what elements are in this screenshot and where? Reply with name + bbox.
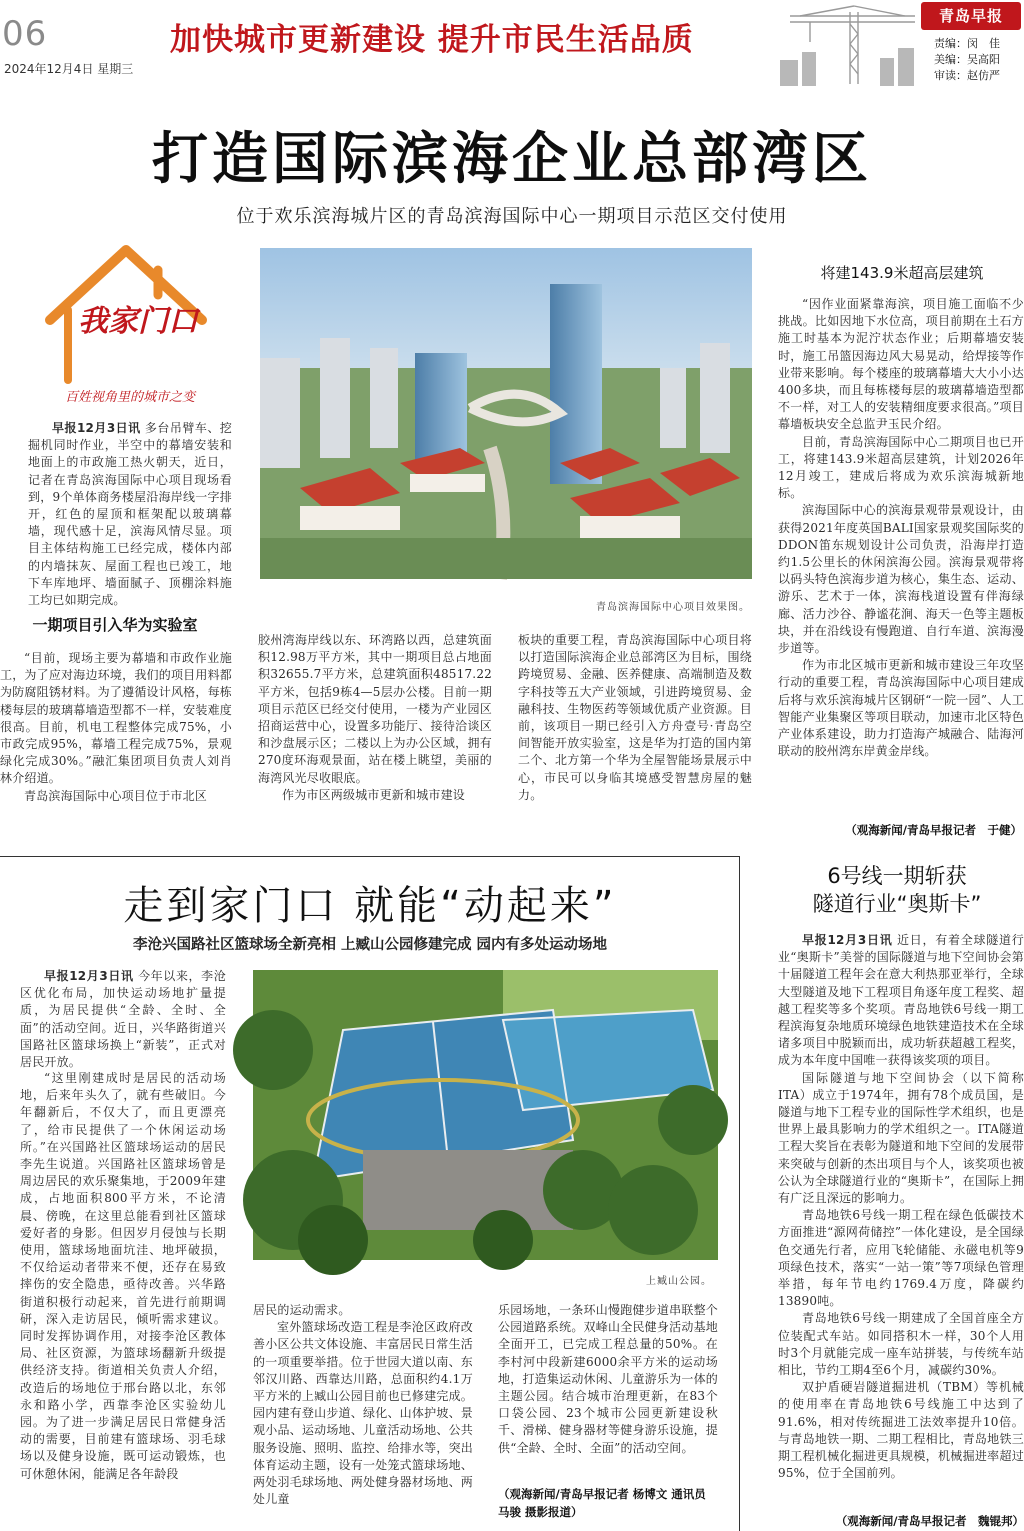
logo-text: 青岛早报 <box>938 7 1003 25</box>
story1-section1-title: 一期项目引入华为实验室 <box>32 616 198 634</box>
story3-headline <box>770 862 1024 918</box>
issue-date: 2024年12月4日 星期三 <box>4 62 134 76</box>
story1-section2-text4: 作为市北区城市更新和城市建设三年攻坚行动的重要工程，青岛滨海国际中心项目建成后将与欢乐滨海城片区钢研“一院一园”、人工智能产业集聚区等项目联动，加速市北区特色产业体系建设，助力打造海产城融合、陆海河联动的胶州湾东岸黄金岸线。 <box>778 658 1024 759</box>
story1-col2-body <box>258 632 492 847</box>
story1-right-body <box>778 296 1024 816</box>
story2-byline: （观海新闻/青岛早报记者 杨博文 通讯员 马骏 摄影报道） <box>498 1487 706 1519</box>
story1-col3-text: 板块的重要工程，青岛滨海国际中心项目将以打造国际滨海企业总部湾区为目标，围绕跨境贸易、金融、医养健康、高端制造及数字科技等五大产业领域，引进跨境贸易、金融科技、生物医药等领域优质产业资源。目前，该项目一期已经引入方舟壹号·青岛空间智能开放实验室，这是华为打造的国内第二个、北方第一个华为全屋智能场景展示中心，市民可以身临其境感受智慧房屋的魅力。 <box>518 633 752 802</box>
story1-col1-body <box>0 650 232 850</box>
story2-col2-text2: 室外篮球场改造工程是李沧区政府改善小区公共文体设施、丰富居民日常生活的一项重要举措。位于世园大道以南、东邻汉川路、西靠达川路，总面积约4.1万平方米的上臧山公园目前也已修建完成。园内建有登山步道、绿化、山体护坡、景观小品、运动场地、儿童活动场地、公共服务设施、照明、监控、给排水等，突出体育运动主题，设有一处笼式篮球场地、两处羽毛球场地、两处健身器材场地、两处儿童 <box>253 1320 473 1507</box>
story1-section2-text2: 目前，青岛滨海国际中心二期项目也已开工，将建143.9米超高层建筑，计划2026年12月竣工，建成后将成为欢乐滨海城新地标。 <box>778 434 1024 501</box>
column-logo-tagline: 百姓视角里的城市之变 <box>64 390 195 405</box>
story1-image-caption: 青岛滨海国际中心项目效果图。 <box>596 602 750 613</box>
column-logo <box>30 240 230 410</box>
story2-col1-top <box>20 968 226 1068</box>
story1-section2-title: 将建143.9米超高层建筑 <box>820 264 984 282</box>
story1-intro <box>28 420 233 608</box>
story2-lead: 早报12月3日讯 <box>44 969 134 983</box>
crane-icon <box>780 4 920 86</box>
story1-headline: 打造国际滨海企业总部湾区 <box>152 127 872 192</box>
story1-section2-text3: 滨海国际中心的滨海景观带景观设计，由获得2021年度英国BALI国家景观奖国际奖的DDON笛东规划设计公司负责，沿海岸打造约1.5公里长的休闲滨海公园。滨海景观带将以码头特色滨海步道为核心，集生态、运动、游乐、艺术于一体，滨海栈道设置有伴海绿廊、活力沙谷、静谧花涧、海天一色等主题板块，并在沿线设有慢跑道、自行车道、滨海漫步道等。 <box>778 503 1024 656</box>
story3-text4: 青岛地铁6号线一期建成了全国首座全方位装配式车站。如同搭积木一样，30个人用时3个月就能完成一座车站拼装，与传统车站相比，节约工期4至6个月，减碳约30%。 <box>778 1311 1024 1378</box>
story3-lead: 早报12月3日讯 <box>802 933 893 947</box>
story3-headline-line1: 6号线一期斩获 <box>827 864 967 888</box>
story1-section1-text: “目前，现场主要为幕墙和市政作业施工，为了应对海边环境，我们的项目用料都为防腐阻锈材料。为了遵循设计风格，每栋楼每层的玻璃幕墙造型都不一样，安装难度很高。目前，机电工程整体完成75%，小市政完成95%，幕墙工程完成75%，景观绿化完成30%。”融汇集团项目负责人刘肖林介绍道。 <box>0 651 232 786</box>
story3-body <box>778 932 1024 1510</box>
story2-col1-text2: “这里刚建成时是居民的活动场地，后来年头久了，就有些破旧。今年翻新后，不仅大了，而且更漂亮了，给市民提供了一个休闲运动场所。”在兴国路社区篮球场运动的居民李先生说道。兴国路社区篮球场曾是周边居民的欢乐聚集地，于2009年建成，占地面积800平方米，不论清晨、傍晚，在这里总能看到社区篮球爱好者的身影。但因岁月侵蚀与长期使用，篮球场地面坑洼、地坪破损，不仅给运动者带来不便，还存在易致摔伤的安全隐患，亟待改善。兴华路街道积极行动起来，首先进行前期调研，深入走访居民，倾听需求建议。同时发挥协调作用，对接李沧区教体局、社区资源，为篮球场翻新升级提供经济支持。街道相关负责人介绍，改造后的场地位于邢台路以北，东邻永和路小学，西靠李沧区实验幼儿园。为了进一步满足居民日常健身活动的需要，目前建有篮球场、羽毛球场以及健身设施，既可运动锻炼，也可休憩休闲，能满足各年龄段 <box>20 1071 226 1481</box>
story2-col2-body <box>253 1302 473 1524</box>
story2-photo <box>253 970 718 1260</box>
story1-col2-text2: 作为市区两级城市更新和城市建设 <box>282 787 466 802</box>
story1-intro-text: 多台吊臂车、挖掘机同时作业，半空中的幕墙安装和地面上的市政施工热火朝天，近日，记者在青岛滨海国际中心项目现场看到，9个单体商务楼屋沿海岸线一字排开，红色的屋顶和框架配以玻璃幕墙，现代感十足，滨海风情尽显。项目主体结构施工已经完成，楼体内部的内墙抹灰、屋面工程也已竣工，地下车库地坪、墙面腻子、顶棚涂料施工均已如期完成。 <box>28 421 233 608</box>
page-header <box>0 0 1024 92</box>
credit-editor: 责编：闵 佳 <box>934 37 1000 50</box>
story2-subheadline: 李沧兴国路社区篮球场全新亮相 上臧山公园修建完成 园内有多处运动场地 <box>132 937 608 953</box>
credit-review: 审读：赵仿严 <box>934 69 1000 82</box>
story1-col2-text: 胶州湾海岸线以东、环湾路以西，总建筑面积12.98万平方米，其中一期项目总占地面积32655.7平方米，总建筑面积48517.22平方米，包括9栋4—5层办公楼。目前一期项目示范区已经交付使用，一楼为产业园区招商运营中心，设置多功能厅、接待洽谈区和沙盘展示区；二楼以上为办公区域，拥有270度环海观景面，站在楼上眺望，美丽的海湾风光尽收眼底。 <box>258 633 492 785</box>
story2-col2-text: 居民的运动需求。 <box>253 1303 351 1317</box>
story3-text5: 双护盾硬岩隧道掘进机（TBM）等机械的使用率在青岛地铁6号线施工中达到了91.6%，相对传统掘进工法效率提升10倍。与青岛地铁一期、二期工程相比，青岛地铁三期工程机械化掘进更具规模，机械掘进率超过95%，位于全国前列。 <box>778 1380 1024 1481</box>
story3-headline-line2: 隧道行业“奥斯卡” <box>812 892 982 916</box>
story2-col3-body <box>498 1302 718 1482</box>
story2-image-caption: 上臧山公园。 <box>646 1276 712 1287</box>
story3-byline: （观海新闻/青岛早报记者 魏锟邦） <box>835 1514 1024 1528</box>
story2-col1-body <box>20 1070 226 1522</box>
story1-col3-body <box>518 632 752 847</box>
story1-photo <box>260 248 752 579</box>
story1-section1-text2: 青岛滨海国际中心项目位于市北区 <box>24 788 208 803</box>
story2-col1-text: 今年以来，李沧区优化布局，加快运动场地扩量提质，为居民提供“全龄、全时、全面”的活动空间。近日，兴华路街道兴国路社区篮球场换上“新装”，正式对居民开放。 <box>20 969 227 1070</box>
page-number: 06 <box>2 14 48 54</box>
credits <box>934 36 1000 84</box>
story2-col3-text: 乐园场地，一条环山慢跑健步道串联整个公园道路系统。双峰山全民健身活动基地全面开工，已完成工程总量的50%。在李村河中段新建6000余平方米的运动场地，打造集运动休闲、儿童游乐为一体的主题公园。结合城市治理更新，在83个口袋公园、23个城市公园更新建设秋千、滑梯、健身器材等健身游乐设施，提供“全龄、全时、全面”的活动空间。 <box>498 1303 718 1455</box>
story2-headline: 走到家门口 就能“动起来” <box>123 883 617 929</box>
newspaper-logo <box>921 2 1021 30</box>
story3-text1: 近日，有着全球隧道行业“奥斯卡”美誉的国际隧道与地下空间协会第十届隧道工程年会在意大利热那亚举行，全球大型隧道及地下工程项目角逐年度工程奖、超越工程奖等多个奖项。青岛地铁6号线一期工程滨海复杂地质环境绿色地铁建造技术在全球诸多项目中脱颖而出，成功斩获超越工程奖，成为本年度中国唯一获得该奖项的项目。 <box>778 933 1024 1068</box>
story1-section2-text: “因作业面紧靠海滨，项目施工面临不少挑战。比如因地下水位高，项目前期在土石方施工时基本为泥泞状态作业；后期幕墙安装时，施工吊篮因海边风大易晃动，给焊接等作业带来影响。每个楼座的玻璃幕墙大大小小达400多块，而且每栋楼每层的玻璃幕墙造型都不一样，对工人的安装精细度要求很高。”项目幕墙板块安全总监尹玉民介绍。 <box>778 297 1024 432</box>
credit-art: 美编：吴高阳 <box>934 53 1000 66</box>
story3-text2: 国际隧道与地下空间协会（以下简称ITA）成立于1974年，拥有78个成员国，是隧道与地下工程专业的国际性学术组织，也是世界上最具影响力的学术组织之一。ITA隧道工程大奖旨在表彰为隧道和地下空间的发展带来突破与创新的杰出项目与个人，该奖项也被公认为全球隧道行业的“奥斯卡”，在国际上拥有广泛且深远的影响力。 <box>778 1070 1024 1206</box>
column-logo-title: 我家门口 <box>78 304 198 339</box>
story3-text3: 青岛地铁6号线一期工程在绿色低碳技术方面推进“源网荷储控”一体化建设，是全国绿色交通先行者，应用飞轮储能、永磁电机等9项绿色技术，落实“一站一策”等7项绿色管理举措，每年节电约1769.4万度，降碳约13890吨。 <box>778 1208 1024 1309</box>
banner-title: 加快城市更新建设 提升市民生活品质 <box>170 22 694 58</box>
story1-subheadline: 位于欢乐滨海城片区的青岛滨海国际中心一期项目示范区交付使用 <box>236 206 788 227</box>
story1-lead: 早报12月3日讯 <box>52 421 141 435</box>
story1-byline: （观海新闻/青岛早报记者 于健） <box>845 823 1022 837</box>
